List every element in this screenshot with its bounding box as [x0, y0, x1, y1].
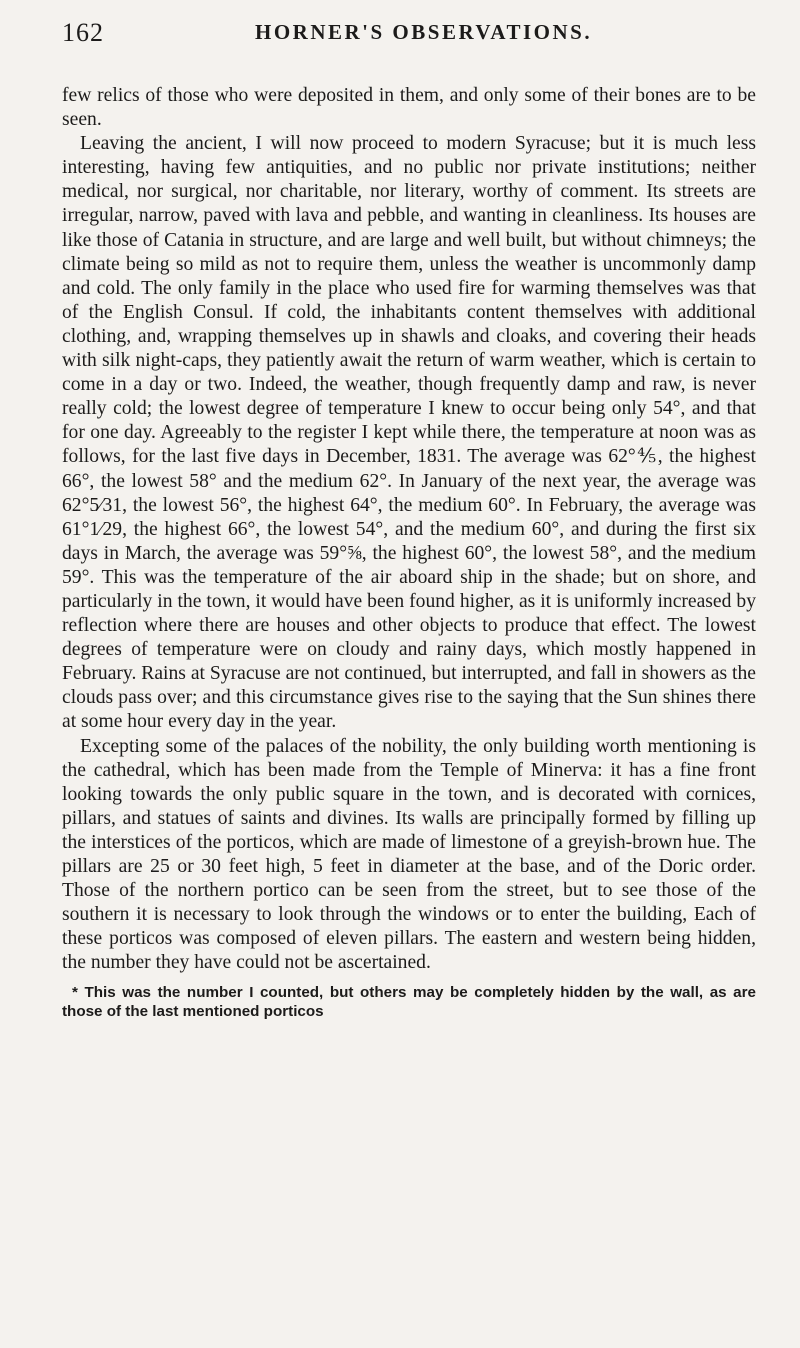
running-head — [62, 18, 756, 62]
paragraph-2: Leaving the ancient, I will now proceed to modern Syracuse; but it is much less interesting, having few antiquities, and no public nor private institutions; neither medical, nor surgical, nor charitable, nor literary, worthy of comment. Its streets are irregular, narrow, paved with lava and pebble, and wanting in cleanliness. Its houses are like those of Catania in structure, and are large and well built, but without chimneys; the climate being so mild as not to require them, unless the weather is uncommonly damp and cold. The only family in the place who used fire for warming themselves was that of the English Consul. If cold, the inhabitants content themselves with additional clothing, and, wrapping themselves up in shawls and cloaks, and covering their heads with silk night-caps, they patiently await the return of warm weather, which is certain to come in a day or two. Indeed, the weather, though frequently damp and raw, is never really cold; the lowest degree of temperature I knew to occur being only 54°, and that for one day. Agreeably to the register I kept while there, the temperature at noon was as follows, for the last five days in December, 1831. The average was 62°⅘, the highest 66°, the lowest 58° and the medium 62°. In January of the next year, the average was 62°5⁄31, the lowest 56°, the highest 64°, the medium 60°. In February, the average was 61°1⁄29, the highest 66°, the lowest 54°, and the medium 60°, and during the first six days in March, the average was 59°⅝, the highest 60°, the lowest 58°, and the medium 59°. This was the temperature of the air aboard ship in the shade; but on shore, and particularly in the town, it would have been found higher, as it is uniformly increased by reflection where there are houses and other objects to produce that effect. The lowest degrees of temperature were on cloudy and rainy days, which mostly happened in February. Rains at Syracuse are not continued, but interrupted, and fall in showers as the clouds pass over; and this circumstance gives rise to the saying that the Sun shines there at some hour every day in the year. — [62, 133, 756, 733]
page-number: 162 — [62, 18, 104, 47]
book-page — [62, 18, 756, 1021]
running-title: HORNER'S OBSERVATIONS. — [255, 20, 593, 44]
body-text — [62, 84, 756, 975]
paragraph-3: Excepting some of the palaces of the nobility, the only building worth mentioning is the cathedral, which has been made from the Temple of Minerva: it has a fine front looking towards the only public square in the town, and is decorated with cornices, pillars, and statues of saints and divines. Its walls are principally formed by filling up the interstices of the porticos, which are made of limestone of a greyish-brown hue. The pillars are 25 or 30 feet high, 5 feet in diameter at the base, and of the Doric order. Those of the northern portico can be seen from the street, but to see those of the southern it is necessary to look through the windows or to enter the building, Each of these porticos was composed of eleven pillars. The eastern and western being hidden, the number they have could not be ascertained. — [62, 735, 756, 974]
footnote: * This was the number I counted, but others may be completely hidden by the wall, as are those of the last mentioned porticos — [62, 984, 756, 1021]
paragraph-1: few relics of those who were deposited in them, and only some of their bones are to be seen. — [62, 85, 756, 131]
